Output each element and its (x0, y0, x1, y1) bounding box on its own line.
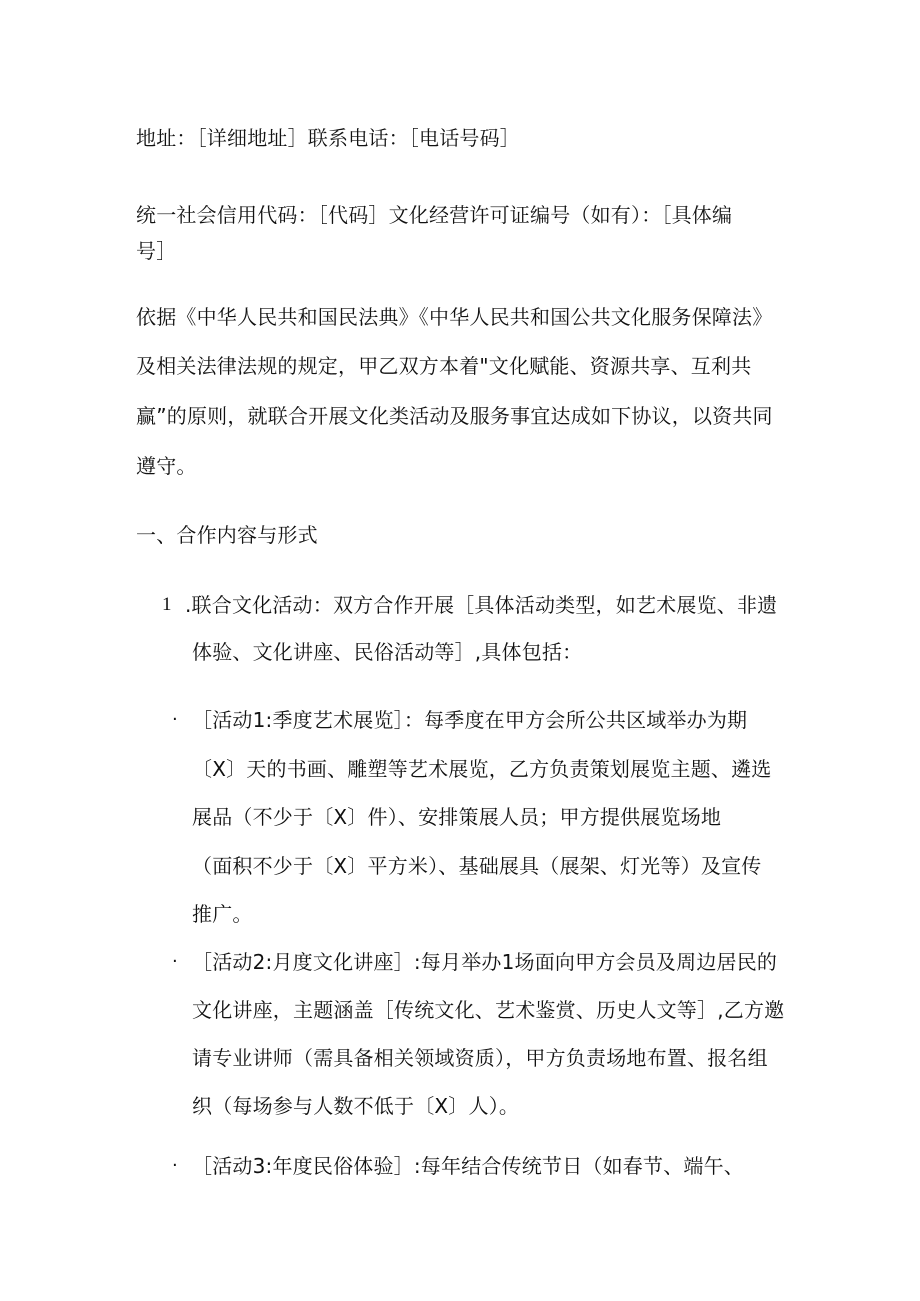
intro-line: 依据《中华人民共和国民法典》《中华人民共和国公共文化服务保障法》 (136, 305, 773, 329)
bullet-line: ［活动3:年度民俗体验］:每年结合传统节日（如春节、端午、 (192, 1154, 745, 1178)
bullet-line: 请专业讲师（需具备相关领域资质），甲方负责场地布置、报名组 (192, 1046, 768, 1070)
bullet-line: 〔X〕天的书画、雕塑等艺术展览，乙方负责策划展览主题、遴选 (192, 757, 772, 781)
bullet-marker: · (172, 709, 178, 730)
item-line: 体验、文化讲座、民俗活动等］,具体包括： (192, 640, 583, 664)
item-line: .联合文化活动：双方合作开展［具体活动类型，如艺术展览、非遗 (185, 593, 778, 617)
bullet-line: 织（每场参与人数不低于〔X〕人）。 (192, 1094, 520, 1118)
bullet-marker: · (172, 951, 178, 972)
bullet-line: ［活动2:月度文化讲座］:每月举办1场面向甲方会员及周边居民的 (192, 950, 778, 974)
bullet-line: （面积不少于〔X〕平方米）、基础展具（展架、灯光等）及宣传 (192, 854, 762, 878)
address-phone-line: 地址：［详细地址］联系电话：［电话号码］ (136, 126, 520, 150)
bullet-line: 推广。 (192, 902, 253, 926)
bullet-marker: · (172, 1155, 178, 1176)
bullet-line: 文化讲座，主题涵盖［传统文化、艺术鉴赏、历史人文等］,乙方邀 (192, 998, 785, 1022)
intro-line: 及相关法律法规的规定，甲乙双方本着"文化赋能、资源共享、互利共 (136, 354, 752, 378)
item-number: 1 (162, 594, 172, 615)
section-heading: 一、合作内容与形式 (136, 523, 318, 547)
intro-line: 赢”的原则，就联合开展文化类活动及服务事宜达成如下协议，以资共同 (136, 404, 773, 428)
bullet-line: ［活动1:季度艺术展览］：每季度在甲方会所公共区域举办为期 (192, 708, 748, 732)
credit-code-line: 统一社会信用代码：［代码］文化经营许可证编号（如有）：［具体编 (136, 203, 733, 227)
credit-code-line-cont: 号］ (136, 239, 177, 263)
bullet-line: 展品（不少于〔X〕件）、安排策展人员；甲方提供展览场地 (192, 805, 722, 829)
intro-line: 遵守。 (136, 454, 197, 478)
